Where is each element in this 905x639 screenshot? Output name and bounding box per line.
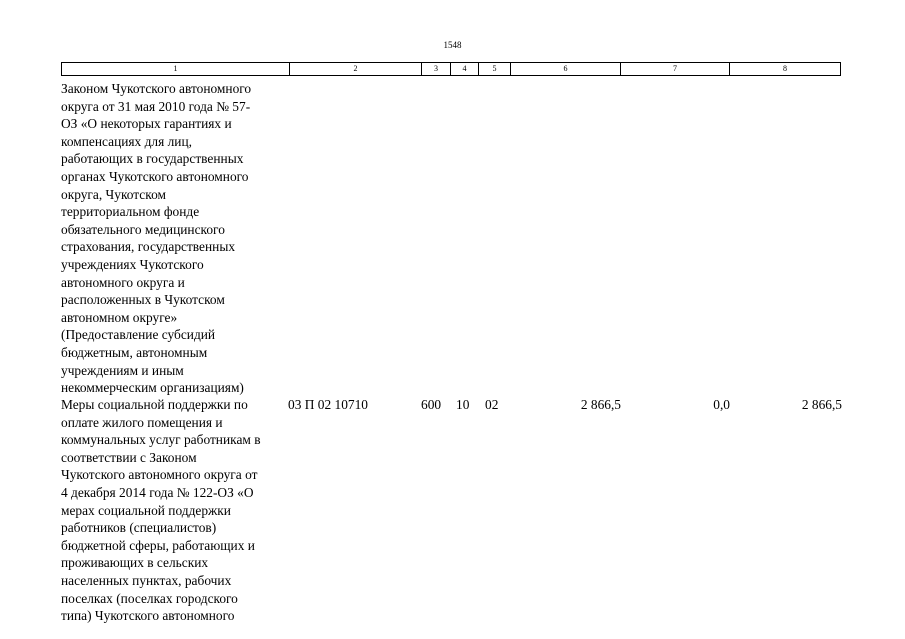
- page-number: 1548: [443, 40, 462, 50]
- row-col7: 0,0: [713, 397, 730, 412]
- row-col3: 600: [421, 397, 442, 412]
- row-col8: 2 866,5: [801, 397, 842, 412]
- header-col-5: 5: [479, 63, 511, 75]
- row-col6: 2 866,5: [580, 397, 621, 412]
- header-col-7: 7: [621, 63, 730, 75]
- table-header-row: [61, 62, 841, 76]
- row-code: 03 П 02 10710: [288, 397, 368, 412]
- header-col-8: 8: [783, 64, 787, 73]
- header-col-2: 2: [290, 63, 422, 75]
- header-col-4: 4: [451, 63, 479, 75]
- header-col-6: 6: [511, 63, 621, 75]
- header-col-3: 3: [422, 63, 451, 75]
- row-col4: 10: [456, 397, 470, 412]
- row-col5: 02: [485, 397, 499, 412]
- row-description: Меры социальной поддержки по оплате жилого помещения и коммунальных услуг работникам в соответствии с Законом Чукотского автономного округа от 4 декабря 2014 года № 122-ОЗ «О мерах социальной поддержки работников (специалистов) бюджетной сферы, работающих и проживающих в сельских населенных пунктах, рабочих поселках (поселках городского типа) Чукотского автономного: [61, 397, 261, 624]
- continuation-description: Законом Чукотского автономного округа от 31 мая 2010 года № 57- ОЗ «О некоторых гарантиях и компенсациях для лиц, работающих в государственных органах Чукотского автономного округа, Чукотском территориальном фонде обязательного медицинского страхования, государственных учреждениях Чукотского автономного округа и расположенных в Чукотском автономном округе» (Предоставление субсидий бюджетным, автономным учреждениям и иным некоммерческим организациям): [61, 81, 252, 396]
- header-col-1: 1: [62, 63, 290, 75]
